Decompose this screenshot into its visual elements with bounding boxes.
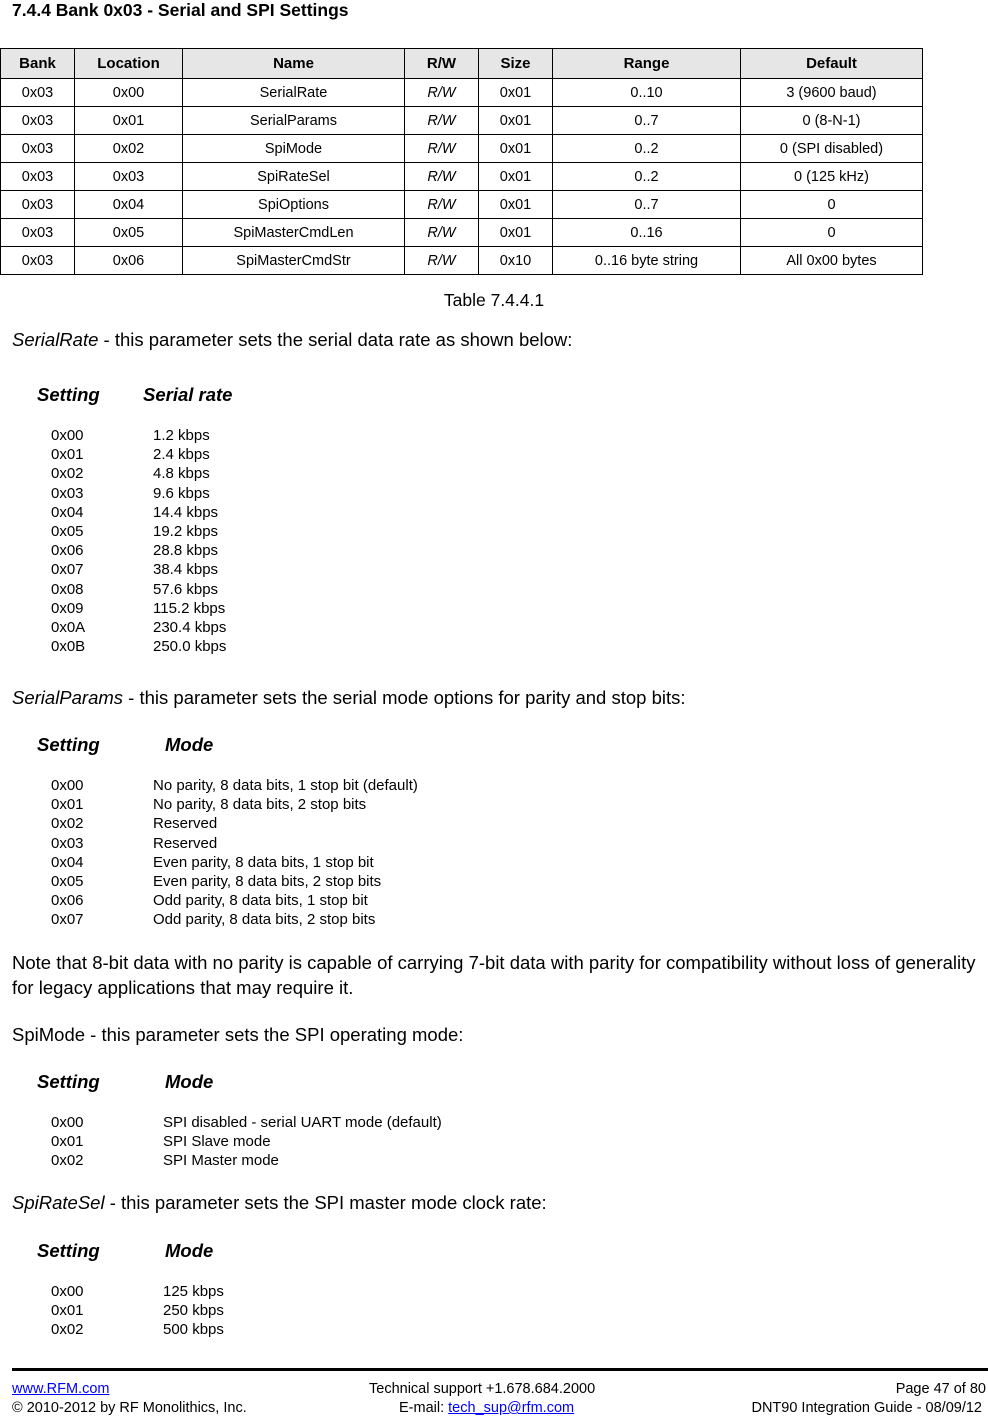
setting-code: 0x02 [51, 815, 84, 833]
parity-note: Note that 8-bit data with no parity is capable of carrying 7-bit data with parity for compatibility without loss of generality for legacy applications that may require it. [12, 952, 976, 998]
table-row [1, 247, 923, 275]
list-item [51, 464, 226, 483]
list-item [51, 426, 226, 445]
column-header-rw: R/W [405, 49, 479, 79]
setting-code: 0x02 [51, 1321, 84, 1339]
setting-code: 0x00 [51, 427, 84, 444]
setting-code: 0x01 [51, 1302, 84, 1320]
setting-code: 0x01 [51, 796, 84, 814]
cell-name: SpiOptions [183, 191, 405, 219]
list-item [51, 599, 226, 618]
serial-params-list [51, 776, 418, 930]
list-item [51, 541, 226, 560]
serial-rate-list [51, 426, 226, 656]
setting-value: 500 kbps [163, 1321, 224, 1339]
list-item [51, 1113, 442, 1132]
list-item [51, 484, 226, 503]
column-header-bank: Bank [1, 49, 75, 79]
setting-value: 14.4 kbps [153, 503, 219, 521]
table-row [1, 79, 923, 107]
cell-bank: 0x03 [1, 107, 75, 135]
register-table-body [1, 79, 923, 275]
document-title: DNT90 Integration Guide - 08/09/12 [751, 1400, 982, 1416]
list-item [51, 560, 226, 579]
setting-code: 0x01 [51, 1133, 84, 1151]
setting-code: 0x02 [51, 465, 84, 483]
list-item [51, 853, 418, 872]
list-item [51, 1151, 442, 1170]
setting-column-header: Setting [37, 384, 100, 405]
setting-code: 0x07 [51, 561, 84, 579]
cell-rw: R/W [405, 191, 479, 219]
list-item [51, 445, 226, 464]
column-header-size: Size [479, 49, 553, 79]
cell-name: SpiMasterCmdLen [183, 219, 405, 247]
copyright: © 2010-2012 by RF Monolithics, Inc. [12, 1400, 247, 1416]
param-name: SerialParams [12, 687, 124, 708]
cell-rw: R/W [405, 247, 479, 275]
cell-default: 0 (125 kHz) [741, 163, 923, 191]
setting-value: 57.6 kbps [153, 580, 219, 598]
setting-code: 0x08 [51, 580, 84, 598]
setting-code: 0x03 [51, 834, 84, 852]
cell-location: 0x00 [75, 79, 183, 107]
cell-range: 0..10 [553, 79, 741, 107]
cell-rw: R/W [405, 79, 479, 107]
cell-range: 0..2 [553, 163, 741, 191]
setting-code: 0x05 [51, 522, 84, 540]
setting-code: 0x09 [51, 599, 84, 617]
email-line [399, 1400, 574, 1416]
email-link[interactable]: tech_sup@rfm.com [448, 1400, 575, 1416]
list-item [51, 776, 418, 795]
cell-location: 0x02 [75, 135, 183, 163]
cell-range: 0..16 [553, 219, 741, 247]
tech-support: Technical support +1.678.684.2000 [369, 1381, 596, 1397]
column-header-range: Range [553, 49, 741, 79]
serial-params-description [12, 687, 686, 709]
setting-code: 0x06 [51, 892, 84, 910]
cell-size: 0x01 [479, 191, 553, 219]
email-label: E-mail: [399, 1400, 449, 1416]
setting-code: 0x0B [51, 638, 86, 656]
setting-code: 0x04 [51, 853, 84, 871]
cell-location: 0x03 [75, 163, 183, 191]
setting-code: 0x07 [51, 911, 84, 929]
setting-value: SPI Master mode [163, 1152, 279, 1170]
list-item [51, 503, 226, 522]
mode-column-header: Mode [165, 734, 214, 755]
setting-value: 38.4 kbps [153, 561, 219, 579]
setting-value: 28.8 kbps [153, 542, 219, 560]
cell-default: All 0x00 bytes [741, 247, 923, 275]
cell-name: SpiMasterCmdStr [183, 247, 405, 275]
param-name: SerialRate [12, 329, 99, 350]
setting-column-header: Setting [37, 734, 100, 755]
cell-range: 0..2 [553, 135, 741, 163]
setting-code: 0x03 [51, 484, 84, 502]
table-caption: Table 7.4.4.1 [443, 290, 545, 310]
table-row [1, 135, 923, 163]
cell-bank: 0x03 [1, 247, 75, 275]
section-heading: 7.4.4 Bank 0x03 - Serial and SPI Settings [12, 0, 349, 20]
setting-code: 0x01 [51, 446, 84, 464]
setting-value: Reserved [153, 834, 218, 852]
param-name: SpiRateSel [12, 1192, 105, 1213]
cell-rw: R/W [405, 107, 479, 135]
spi-rate-sel-list [51, 1282, 224, 1340]
cell-size: 0x10 [479, 247, 553, 275]
register-table [0, 48, 923, 275]
serial-rate-description [12, 329, 572, 351]
list-item [51, 618, 226, 637]
setting-value: 250.0 kbps [153, 638, 227, 656]
list-item [51, 795, 418, 814]
cell-location: 0x05 [75, 219, 183, 247]
list-item [51, 814, 418, 833]
setting-value: 1.2 kbps [153, 427, 210, 444]
table-row [1, 107, 923, 135]
setting-value: Odd parity, 8 data bits, 2 stop bits [153, 911, 376, 929]
setting-value: 2.4 kbps [153, 446, 210, 464]
param-description: - this parameter sets the serial mode options for parity and stop bits: [123, 687, 686, 708]
cell-default: 3 (9600 baud) [741, 79, 923, 107]
list-item [51, 1132, 442, 1151]
setting-value: 9.6 kbps [153, 484, 210, 502]
list-item [51, 891, 418, 910]
table-row [1, 219, 923, 247]
list-item [51, 1320, 224, 1339]
serial-rate-column-header: Serial rate [143, 384, 233, 405]
cell-rw: R/W [405, 163, 479, 191]
page-number: Page 47 of 80 [895, 1381, 986, 1397]
setting-code: 0x02 [51, 1152, 84, 1170]
cell-location: 0x06 [75, 247, 183, 275]
param-description: - this parameter sets the SPI master mode clock rate: [104, 1192, 547, 1213]
list-item [51, 1282, 224, 1301]
cell-bank: 0x03 [1, 163, 75, 191]
setting-code: 0x05 [51, 872, 84, 890]
cell-bank: 0x03 [1, 219, 75, 247]
cell-rw: R/W [405, 219, 479, 247]
setting-value: No parity, 8 data bits, 1 stop bit (default) [153, 777, 418, 794]
cell-name: SpiMode [183, 135, 405, 163]
cell-rw: R/W [405, 135, 479, 163]
cell-range: 0..7 [553, 107, 741, 135]
setting-value: 19.2 kbps [153, 522, 219, 540]
setting-value: Even parity, 8 data bits, 1 stop bit [153, 853, 374, 871]
cell-name: SpiRateSel [183, 163, 405, 191]
list-item [51, 522, 226, 541]
spi-mode-description: SpiMode - this parameter sets the SPI operating mode: [12, 1024, 464, 1045]
setting-column-header: Setting [37, 1071, 100, 1092]
list-item [51, 910, 418, 929]
spi-mode-list [51, 1113, 442, 1171]
column-header-default: Default [741, 49, 923, 79]
column-header-location: Location [75, 49, 183, 79]
setting-code: 0x00 [51, 1114, 84, 1131]
setting-code: 0x0A [51, 618, 86, 636]
mode-column-header: Mode [165, 1071, 214, 1092]
cell-location: 0x01 [75, 107, 183, 135]
table-row [1, 163, 923, 191]
list-item [51, 580, 226, 599]
spi-rate-sel-description [12, 1192, 547, 1214]
cell-size: 0x01 [479, 219, 553, 247]
setting-column-header: Setting [37, 1240, 100, 1261]
cell-default: 0 [741, 219, 923, 247]
cell-default: 0 (8-N-1) [741, 107, 923, 135]
setting-code: 0x06 [51, 542, 84, 560]
setting-value: 125 kbps [163, 1283, 224, 1300]
list-item [51, 1301, 224, 1320]
param-description: - this parameter sets the serial data rate as shown below: [98, 329, 573, 350]
cell-bank: 0x03 [1, 135, 75, 163]
cell-range: 0..16 byte string [553, 247, 741, 275]
cell-range: 0..7 [553, 191, 741, 219]
setting-value: 250 kbps [163, 1302, 224, 1320]
header-row [1, 49, 923, 79]
setting-value: 230.4 kbps [153, 618, 227, 636]
setting-value: Odd parity, 8 data bits, 1 stop bit [153, 892, 368, 910]
cell-size: 0x01 [479, 135, 553, 163]
setting-value: Even parity, 8 data bits, 2 stop bits [153, 872, 382, 890]
mode-column-header: Mode [165, 1240, 214, 1261]
cell-size: 0x01 [479, 107, 553, 135]
list-item [51, 834, 418, 853]
table-row [1, 191, 923, 219]
footer-divider [12, 1368, 988, 1371]
setting-code: 0x00 [51, 777, 84, 794]
cell-name: SerialRate [183, 79, 405, 107]
cell-default: 0 (SPI disabled) [741, 135, 923, 163]
website-link[interactable]: www.RFM.com [12, 1381, 110, 1397]
cell-name: SerialParams [183, 107, 405, 135]
cell-bank: 0x03 [1, 79, 75, 107]
setting-value: SPI disabled - serial UART mode (default) [163, 1114, 442, 1131]
column-header-name: Name [183, 49, 405, 79]
setting-code: 0x04 [51, 503, 84, 521]
setting-code: 0x00 [51, 1283, 84, 1300]
cell-default: 0 [741, 191, 923, 219]
setting-value: SPI Slave mode [163, 1133, 271, 1151]
cell-bank: 0x03 [1, 191, 75, 219]
setting-value: Reserved [153, 815, 218, 833]
list-item [51, 637, 226, 656]
setting-value: 115.2 kbps [153, 599, 226, 617]
setting-value: No parity, 8 data bits, 2 stop bits [153, 796, 367, 814]
cell-location: 0x04 [75, 191, 183, 219]
cell-size: 0x01 [479, 163, 553, 191]
register-table-header [1, 49, 923, 79]
setting-value: 4.8 kbps [153, 465, 210, 483]
list-item [51, 872, 418, 891]
cell-size: 0x01 [479, 79, 553, 107]
